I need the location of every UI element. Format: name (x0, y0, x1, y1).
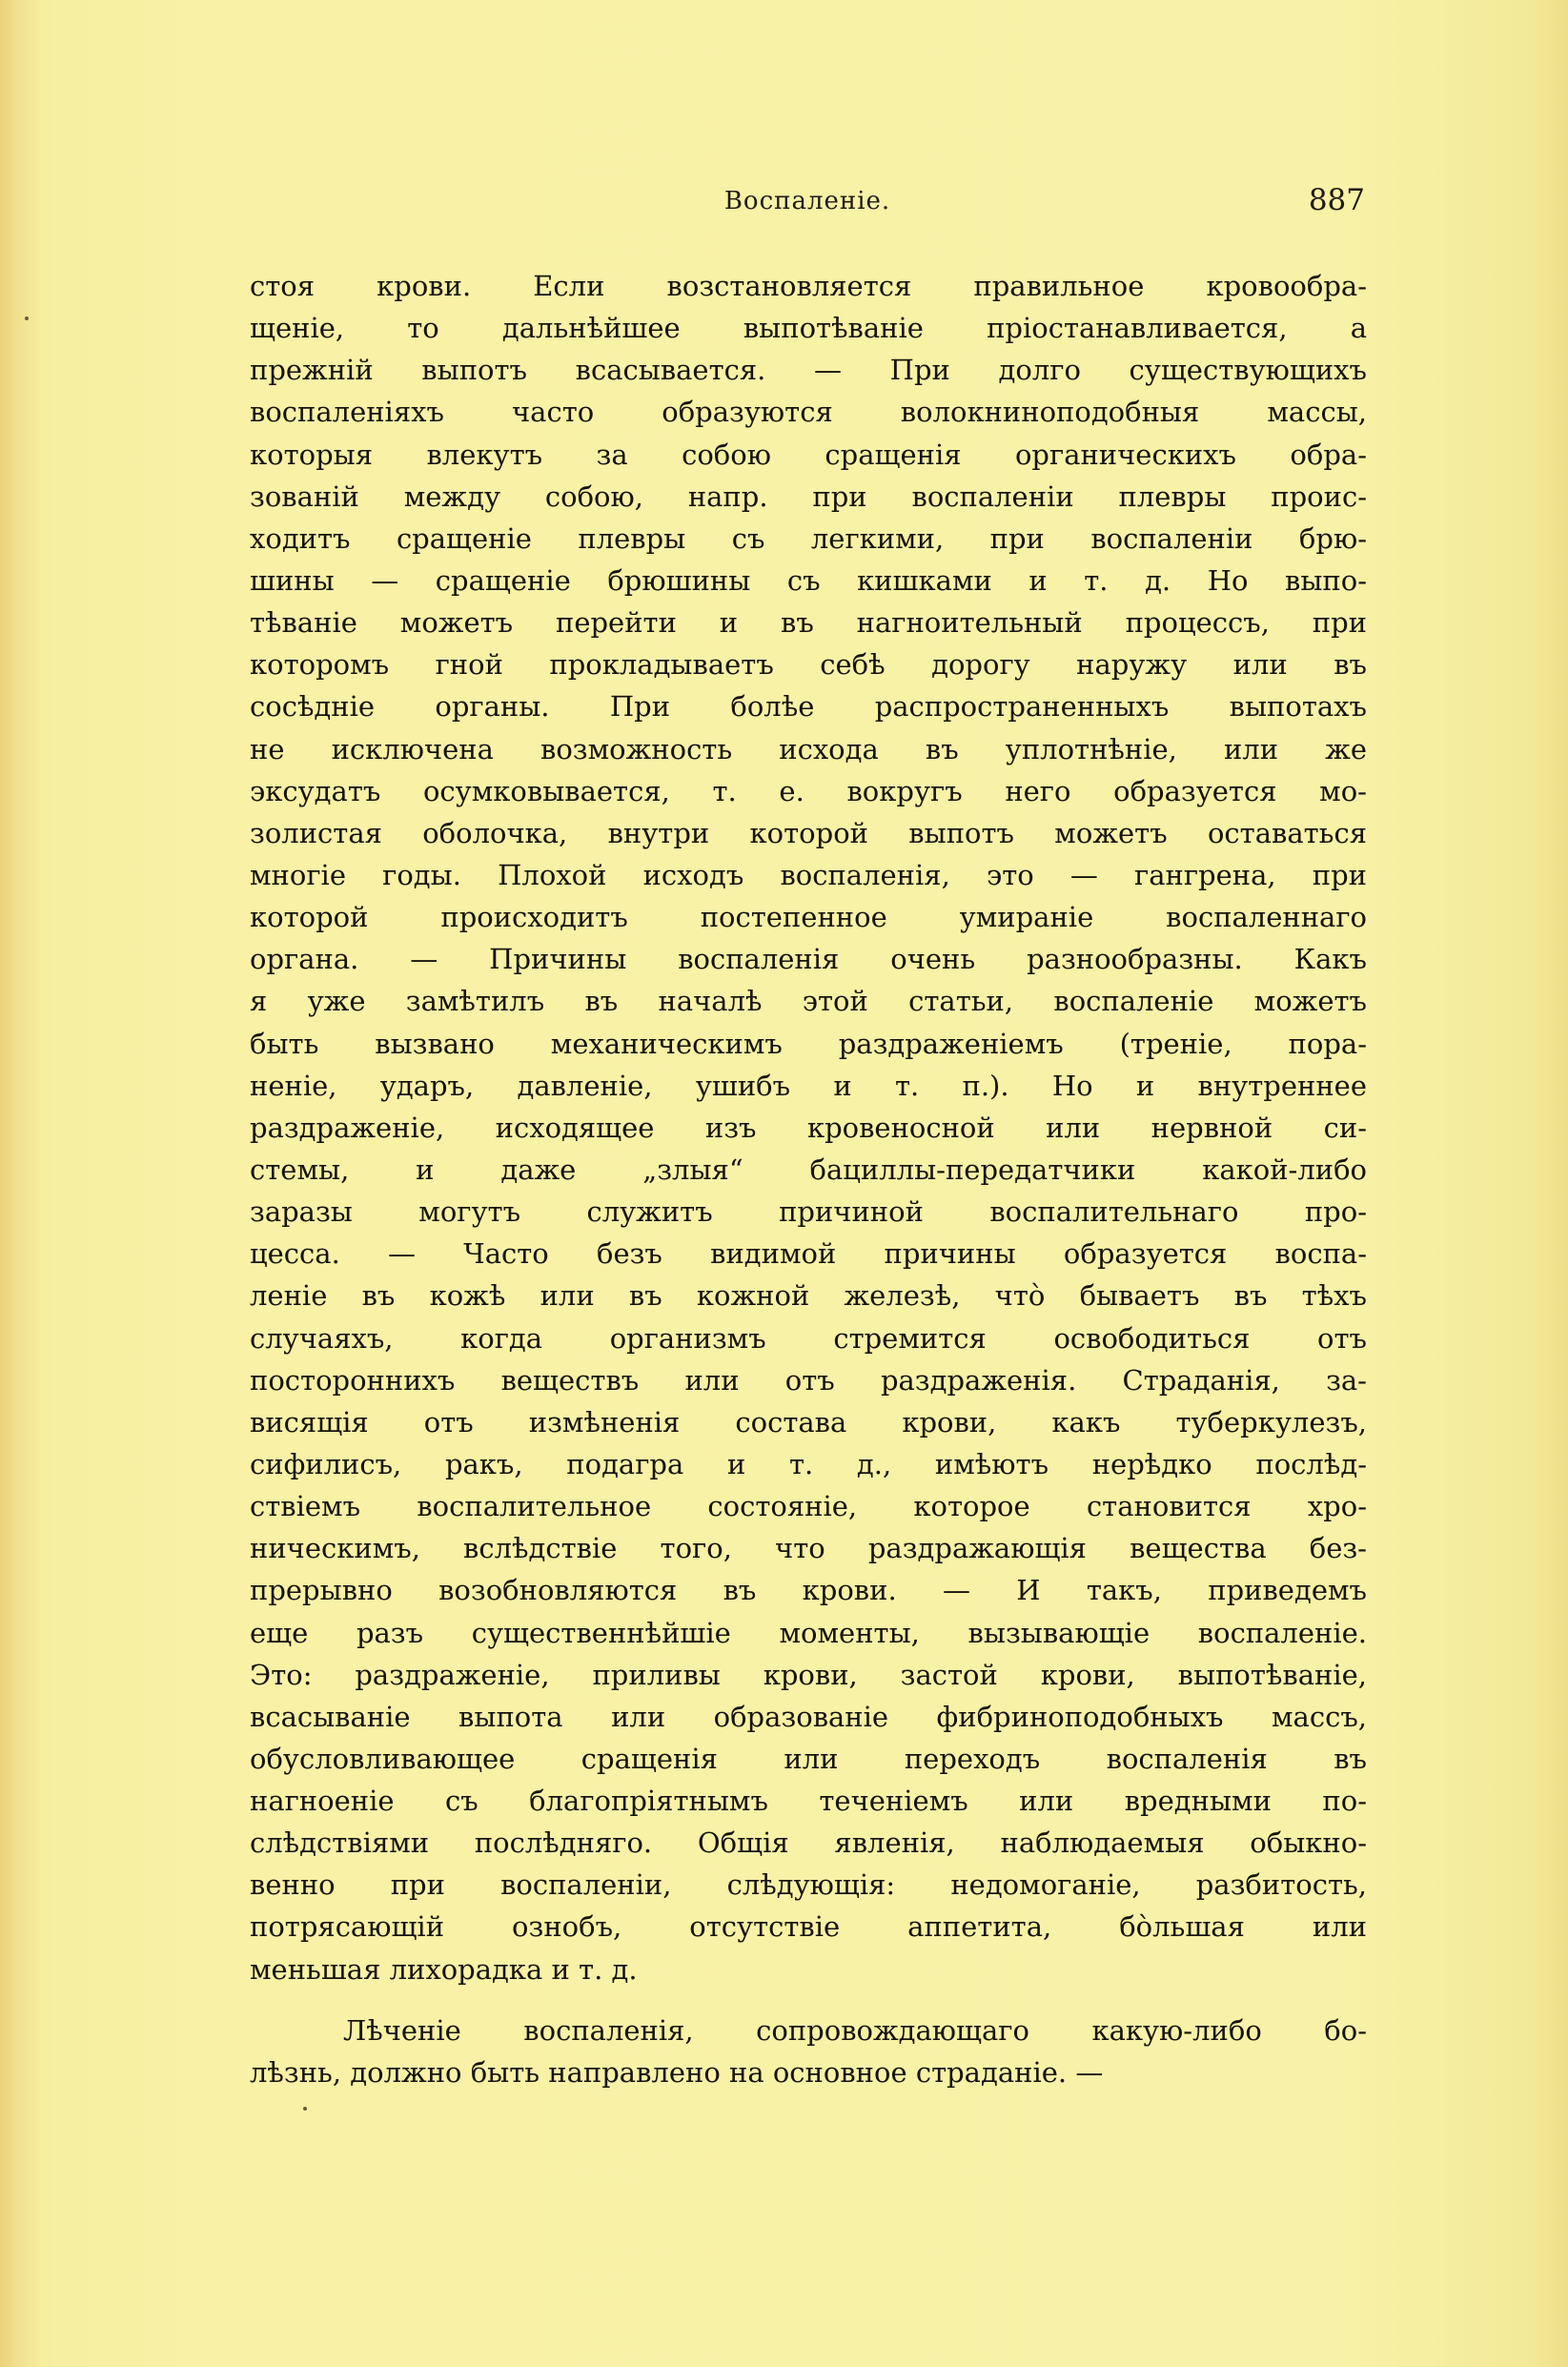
text-line: лѣзнь, должно быть направлено на основное страданіе. — (250, 2055, 1104, 2089)
text-line: шины — сращеніе брюшины съ кишками и т. д. Но выпо- (250, 563, 1367, 597)
text-line: еще разъ существеннѣйшіе моменты, вызывающіе воспаленіе. (250, 1616, 1367, 1649)
text-line: многіе годы. Плохой исходъ воспаленія, это — гангрена, при (250, 858, 1367, 891)
text-line: обусловливающее сращенія или переходъ воспаленія въ (250, 1742, 1367, 1775)
text-line: органа. — Причины воспаленія очень разнообразны. Какъ (250, 943, 1367, 976)
text-line: Это: раздраженіе, приливы крови, застой крови, выпотѣваніе, (250, 1658, 1367, 1691)
body-text (250, 265, 1367, 2093)
text-line: прежній выпотъ всасывается. — При долго существующихъ (250, 354, 1367, 387)
text-line: которомъ гной прокладываетъ себѣ дорогу наружу или въ (250, 648, 1367, 682)
text-line: эксудатъ осумковывается, т. е. вокругъ него образуется мо- (250, 774, 1367, 807)
text-line: леніе въ кожѣ или въ кожной железѣ, что̀ бываетъ въ тѣхъ (250, 1279, 1367, 1313)
text-line: цесса. — Часто безъ видимой причины образуется воспа- (250, 1237, 1367, 1271)
text-line: ствіемъ воспалительное состояніе, которое становится хро- (250, 1490, 1367, 1523)
text-line: не исключена возможность исхода въ уплотнѣніе, или же (250, 732, 1367, 765)
text-line: венно при воспаленіи, слѣдующія: недомоганіе, разбитость, (250, 1868, 1367, 1902)
text-line: всасываніе выпота или образованіе фибриноподобныхъ массъ, (250, 1700, 1367, 1733)
text-line: раздраженіе, исходящее изъ кровеносной или нервной си- (250, 1111, 1367, 1144)
text-line: нагноеніе съ благопріятнымъ теченіемъ или вредными по- (250, 1785, 1367, 1818)
text-line: зованій между собою, напр. при воспаленіи плевры проис- (250, 480, 1367, 513)
text-line: которой происходитъ постепенное умираніе воспаленнаго (250, 901, 1367, 934)
text-line: слѣдствіями послѣдняго. Общія явленія, наблюдаемыя обыкно- (250, 1826, 1367, 1860)
paper-speck (303, 2107, 307, 2111)
text-line: стемы, и даже „злыя“ бациллы-передатчики какой-либо (250, 1153, 1367, 1186)
text-line: я уже замѣтилъ въ началѣ этой статьи, воспаленіе можетъ (250, 985, 1367, 1018)
page-header (250, 183, 1365, 225)
text-line: прерывно возобновляются въ крови. — И такъ, приведемъ (250, 1574, 1367, 1607)
paper-speck (25, 316, 29, 320)
text-line: случаяхъ, когда организмъ стремится освободиться отъ (250, 1321, 1367, 1355)
running-title: Воспаленіе. (723, 187, 891, 215)
text-line: стоя крови. Если возстановляется правильное кровообра- (250, 270, 1367, 302)
text-line: сосѣдніе органы. При болѣе распространенныхъ выпотахъ (250, 690, 1367, 724)
paragraph-symptoms (250, 265, 1367, 1990)
text-line: которыя влекутъ за собою сращенія органическихъ обра- (250, 438, 1367, 471)
text-line: Лѣченіе воспаленія, сопровождающаго какую-либо бо- (343, 2013, 1367, 2047)
paragraph-treatment (250, 2010, 1367, 2093)
text-line: тѣваніе можетъ перейти и въ нагноительный процессъ, при (250, 606, 1367, 640)
text-line: потрясающій ознобъ, отсутствіе аппетита, бо̀льшая или (250, 1910, 1367, 1944)
text-line: меньшая лихорадка и т. д. (250, 1952, 638, 1986)
page-number: 887 (1308, 183, 1365, 217)
text-line: неніе, ударъ, давленіе, ушибъ и т. п.). Но и внутреннее (250, 1069, 1367, 1102)
text-line: быть вызвано механическимъ раздраженіемъ (треніе, пора- (250, 1027, 1367, 1060)
text-line: воспаленіяхъ часто образуются волокниноподобныя массы, (250, 396, 1367, 429)
text-line: сифилисъ, ракъ, подагра и т. д., имѣютъ нерѣдко послѣд- (250, 1447, 1367, 1480)
text-line: висящія отъ измѣненія состава крови, какъ туберкулезъ, (250, 1405, 1367, 1439)
text-line: золистая оболочка, внутри которой выпотъ можетъ оставаться (250, 816, 1367, 849)
text-line: щеніе, то дальнѣйшее выпотѣваніе пріостанавливается, а (250, 312, 1367, 345)
text-line: ходитъ сращеніе плевры съ легкими, при воспаленіи брю- (250, 521, 1367, 555)
text-line: ническимъ, вслѣдствіе того, что раздражающія вещества без- (250, 1532, 1367, 1565)
paragraph-gap (250, 1990, 1367, 2010)
text-line: заразы могутъ служитъ причиной воспалительнаго про- (250, 1195, 1367, 1229)
text-line: постороннихъ веществъ или отъ раздраженія. Страданія, за- (250, 1363, 1367, 1397)
